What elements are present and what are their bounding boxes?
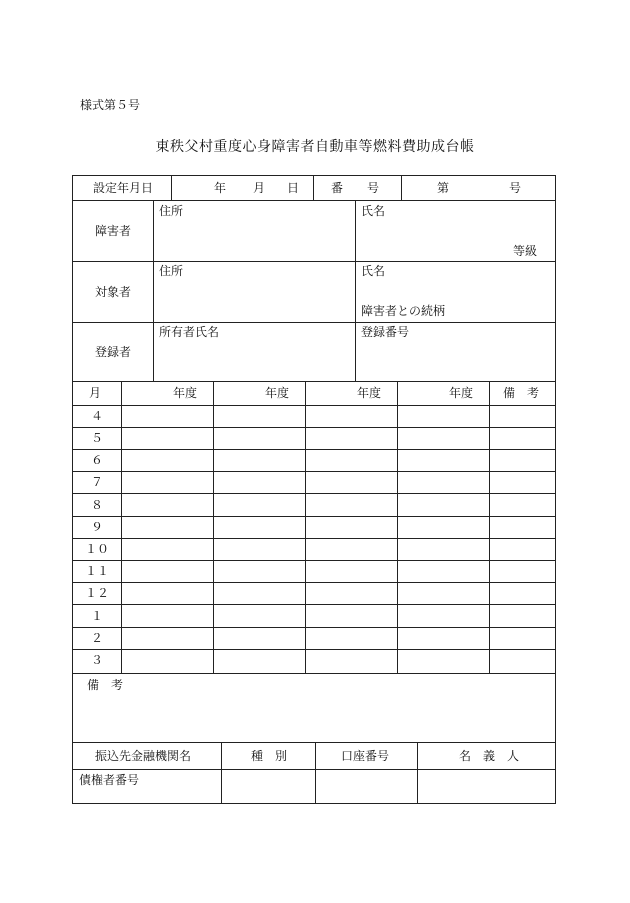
bank-name-label: 振込先金融機関名	[95, 749, 192, 763]
date-month-label: 月	[253, 181, 266, 195]
bank-block	[72, 742, 556, 804]
disabled-address-label: 住所	[159, 204, 184, 218]
account-holder-label: 名 義 人	[459, 749, 520, 763]
disabled-person-label: 障害者	[95, 224, 132, 238]
dai-label: 第	[437, 181, 450, 195]
persons-block	[72, 200, 556, 382]
registrant-label: 登録者	[95, 345, 132, 359]
creditor-number-label: 債権者番号	[79, 773, 140, 787]
remarks-label: 備 考	[87, 678, 124, 692]
remarks-block	[72, 673, 556, 743]
month-label: ７	[91, 475, 104, 489]
month-label: ９	[91, 520, 104, 534]
month-label: １０	[85, 542, 110, 556]
month-label: ２	[91, 631, 104, 645]
fiscal-year-header: 年度	[265, 386, 290, 400]
month-label: ６	[91, 453, 104, 467]
date-day-label: 日	[287, 181, 300, 195]
monthly-table	[72, 381, 556, 674]
target-name-label: 氏名	[361, 264, 386, 278]
header-row	[72, 175, 556, 201]
disabled-name-label: 氏名	[361, 204, 386, 218]
document-title: 東秩父村重度心身障害者自動車等燃料費助成台帳	[155, 139, 475, 155]
month-label: １２	[85, 586, 110, 600]
account-type-label: 種 別	[251, 749, 288, 763]
month-label: １１	[85, 564, 110, 578]
date-year-label: 年	[214, 181, 227, 195]
go-label: 号	[509, 181, 522, 195]
month-label: ３	[91, 653, 104, 667]
setting-date-label: 設定年月日	[93, 181, 154, 195]
target-person-label: 対象者	[95, 285, 132, 299]
month-label: ４	[91, 409, 104, 423]
month-label: ５	[91, 431, 104, 445]
registration-number-label: 登録番号	[361, 325, 410, 339]
fiscal-year-header: 年度	[357, 386, 382, 400]
account-number-label: 口座番号	[341, 749, 390, 763]
fiscal-year-header: 年度	[449, 386, 474, 400]
disability-grade-label: 等級	[513, 244, 538, 258]
relation-label: 障害者との続柄	[361, 304, 446, 318]
owner-name-label: 所有者氏名	[159, 325, 220, 339]
remarks-header: 備 考	[503, 386, 540, 400]
form-number: 様式第５号	[80, 98, 141, 112]
target-address-label: 住所	[159, 264, 184, 278]
month-header: 月	[89, 386, 102, 400]
month-label: １	[91, 609, 104, 623]
number-label: 番 号	[331, 181, 380, 195]
fiscal-year-header: 年度	[173, 386, 198, 400]
month-label: ８	[91, 498, 104, 512]
